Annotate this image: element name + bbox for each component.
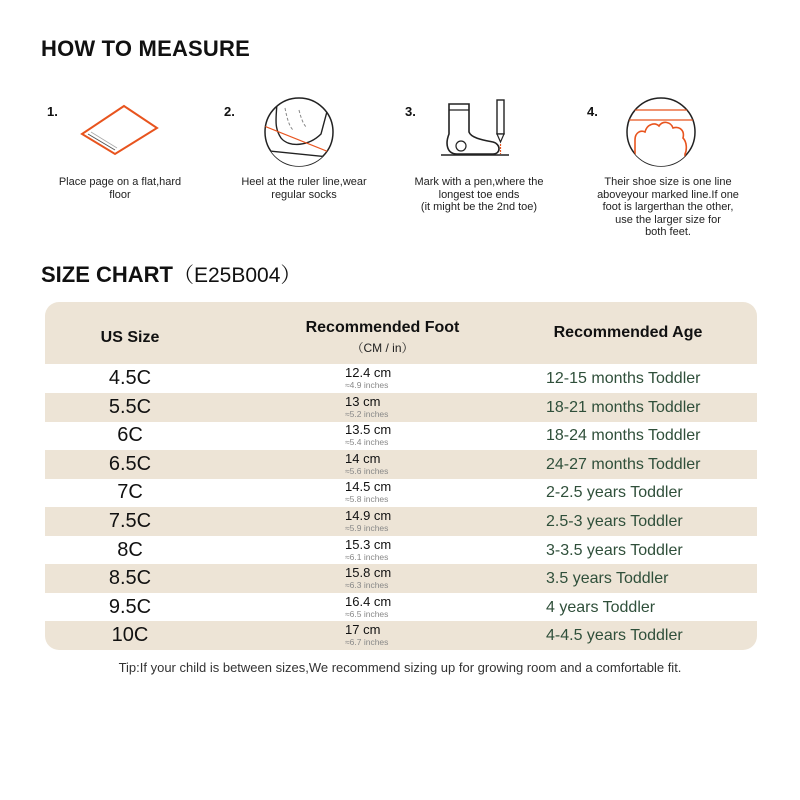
step-number: 2. (224, 104, 235, 119)
header-foot-units: （CM / in） (351, 341, 414, 355)
step-number: 1. (47, 104, 58, 119)
table-row (45, 564, 757, 593)
table-row (45, 536, 757, 565)
foot-cm-cell: 16.4 cm (345, 593, 392, 609)
table-row (45, 364, 757, 393)
step-number: 3. (405, 104, 416, 119)
model-code: （E25B004） (173, 264, 302, 287)
age-cell: 24-27 months Toddler (546, 455, 701, 473)
size-cell: 8C (117, 538, 143, 561)
foot-inch-cell: ≈5.4 inches (345, 437, 389, 448)
foot-inch-cell: ≈5.6 inches (345, 465, 389, 476)
table-row (45, 507, 757, 536)
toe-marked-line-icon (621, 94, 701, 174)
measure-step-4 (587, 96, 767, 246)
size-cell: 5.5C (108, 395, 152, 418)
foot-cm-cell: 15.8 cm (345, 565, 392, 581)
table-row (45, 421, 757, 450)
paper-on-floor-icon (77, 100, 167, 160)
age-cell: 2.5-3 years Toddler (546, 513, 683, 530)
age-cell: 12-15 months Toddler (546, 370, 701, 387)
foot-cm-cell: 15.3 cm (345, 536, 392, 552)
size-cell: 7C (117, 481, 143, 504)
size-cell: 9.5C (108, 595, 152, 618)
step-description: Heel at the ruler line,wear regular socks (241, 176, 367, 201)
measure-step-3 (405, 96, 585, 246)
size-cell: 4.5C (108, 367, 152, 389)
foot-cm-cell: 14.9 cm (345, 508, 392, 523)
foot-inch-cell: ≈5.2 inches (345, 408, 389, 419)
foot-inch-cell: ≈6.3 inches (345, 580, 389, 591)
table-row (45, 593, 757, 622)
foot-inch-cell: ≈4.9 inches (345, 380, 389, 390)
step-description: Mark with a pen,where the longest toe ends (it might be the 2nd toe) (414, 176, 544, 213)
size-cell: 8.5C (108, 567, 152, 590)
step-number: 4. (587, 104, 598, 119)
age-cell: 18-24 months Toddler (546, 427, 701, 445)
step-description: Place page on a flat,hard floor (58, 176, 182, 201)
size-cell: 10C (111, 624, 149, 647)
age-cell: 3-3.5 years Toddler (546, 541, 683, 559)
heel-on-ruler-icon (259, 94, 339, 174)
foot-cm-cell: 12.4 cm (345, 365, 392, 380)
table-row (45, 450, 757, 479)
foot-inch-cell: ≈6.7 inches (345, 637, 389, 648)
age-cell: 18-21 months Toddler (546, 398, 701, 416)
size-cell: 6.5C (108, 452, 152, 475)
table-header (45, 302, 757, 364)
size-chart-table (45, 302, 757, 650)
foot-inch-cell: ≈6.1 inches (345, 551, 389, 562)
table-row (45, 621, 757, 650)
age-cell: 4-4.5 years Toddler (546, 627, 683, 645)
foot-inch-cell: ≈5.9 inches (345, 523, 389, 533)
foot-cm-cell: 17 cm (345, 622, 381, 638)
how-to-measure-title: HOW TO MEASURE (41, 36, 250, 61)
foot-cm-cell: 14 cm (345, 450, 381, 466)
header-recommended-foot: Recommended Foot (305, 319, 460, 336)
age-cell: 2-2.5 years Toddler (546, 484, 683, 502)
measure-step-2 (223, 96, 403, 246)
foot-inch-cell: ≈5.8 inches (345, 494, 389, 505)
size-cell: 7.5C (108, 510, 152, 532)
foot-cm-cell: 13 cm (345, 393, 381, 409)
table-row (45, 393, 757, 422)
age-cell: 3.5 years Toddler (546, 570, 669, 588)
header-recommended-age: Recommended Age (553, 324, 703, 341)
foot-cm-cell: 13.5 cm (345, 422, 392, 438)
size-cell: 6C (117, 424, 143, 447)
size-chart-title (41, 259, 301, 289)
size-chart-title-text: SIZE CHART (41, 262, 173, 287)
foot-cm-cell: 14.5 cm (345, 479, 392, 495)
age-cell: 4 years Toddler (546, 598, 656, 616)
measure-step-1 (47, 96, 227, 246)
header-us-size: US Size (100, 329, 160, 346)
sizing-tip: Tip:If your child is between sizes,We recommend sizing up for growing room and a comfortable fit. (118, 660, 682, 675)
foot-inch-cell: ≈6.5 inches (345, 608, 389, 619)
sock-and-pen-icon (439, 98, 519, 162)
step-description: Their shoe size is one line aboveyour marked line.If one foot is largerthan the other, use the larger size for both feet. (597, 176, 739, 238)
table-row (45, 478, 757, 507)
